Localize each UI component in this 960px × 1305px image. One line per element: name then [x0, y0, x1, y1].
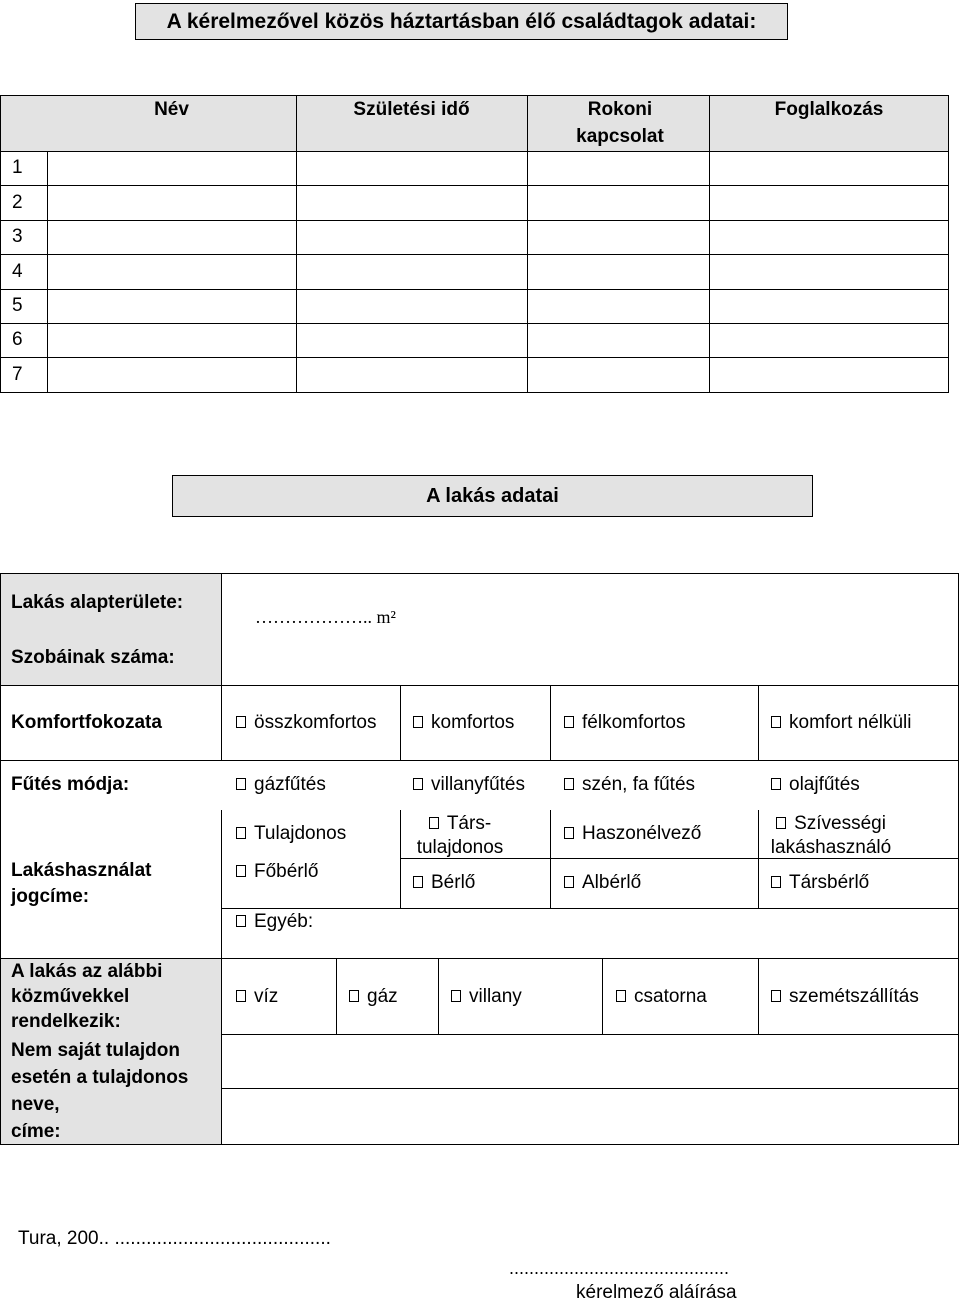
family-section-title: A kérelmezővel közös háztartásban élő családtagok adatai:	[135, 3, 788, 40]
checkbox-icon[interactable]	[616, 990, 626, 1002]
row-number: 5	[12, 295, 23, 316]
checkbox-icon[interactable]	[771, 990, 781, 1002]
tenure-option-co-tenant[interactable]: Társbérlő	[771, 868, 869, 898]
heating-option-coal-wood[interactable]: szén, fa fűtés	[564, 770, 695, 800]
checkbox-icon[interactable]	[771, 716, 781, 728]
column-header-birth-date: Születési idő	[353, 99, 470, 120]
checkbox-icon[interactable]	[564, 716, 574, 728]
heating-option-gas[interactable]: gázfűtés	[236, 770, 326, 800]
utilities-label: A lakás az alábbi közművekkel rendelkezik:	[11, 961, 163, 1032]
checkbox-icon[interactable]	[564, 876, 574, 888]
checkbox-icon[interactable]	[413, 716, 423, 728]
tenure-option-usufructuary[interactable]: Haszonélvező	[564, 820, 701, 848]
row-number: 3	[12, 226, 23, 247]
comfort-option-half[interactable]: félkomfortos	[564, 685, 685, 760]
tenure-option-tenant[interactable]: Bérlő	[413, 868, 475, 898]
signature-line: ............................................	[509, 1258, 730, 1278]
owner-info-label: Nem saját tulajdon esetén a tulajdonos neve, címe:	[11, 1040, 189, 1142]
checkbox-icon[interactable]	[564, 827, 574, 839]
tenure-option-courtesy-user[interactable]: Szívességi lakáshasználó	[770, 813, 892, 858]
heating-option-electric[interactable]: villanyfűtés	[413, 770, 525, 800]
checkbox-icon[interactable]	[451, 990, 461, 1002]
heating-label: Fűtés módja:	[11, 774, 130, 795]
comfort-option-none[interactable]: komfort nélküli	[771, 685, 912, 760]
row-number: 2	[12, 191, 23, 213]
utility-option-gas[interactable]: gáz	[349, 982, 398, 1012]
checkbox-icon[interactable]	[413, 778, 423, 790]
checkbox-icon[interactable]	[349, 990, 359, 1002]
owner-address-field[interactable]	[222, 1089, 958, 1144]
area-value-field[interactable]: ……………….. m²	[255, 606, 396, 627]
place-date-field[interactable]: Tura, 200.. .........................................	[18, 1228, 331, 1249]
checkbox-icon[interactable]	[236, 716, 246, 728]
checkbox-icon[interactable]	[236, 915, 246, 927]
column-header-relationship: Rokoni kapcsolat	[576, 99, 664, 147]
row-number: 7	[12, 364, 23, 385]
apartment-section-title: A lakás adatai	[172, 475, 813, 517]
tenure-option-subtenant[interactable]: Albérlő	[564, 868, 641, 898]
heating-option-oil[interactable]: olajfűtés	[771, 770, 860, 800]
utility-option-water[interactable]: víz	[236, 982, 278, 1012]
column-header-name: Név	[154, 99, 189, 120]
utility-option-sewer[interactable]: csatorna	[616, 982, 707, 1012]
column-header-occupation: Foglalkozás	[774, 99, 884, 120]
checkbox-icon[interactable]	[776, 817, 786, 829]
area-label: Lakás alapterülete:	[11, 592, 184, 613]
row-number: 1	[12, 157, 23, 178]
tenure-option-main-tenant[interactable]: Főbérlő	[236, 858, 318, 886]
utility-option-waste[interactable]: szemétszállítás	[771, 982, 919, 1012]
checkbox-icon[interactable]	[413, 876, 423, 888]
checkbox-icon[interactable]	[771, 876, 781, 888]
row-number: 4	[12, 260, 23, 282]
tenure-option-other[interactable]: Egyéb:	[236, 908, 313, 936]
checkbox-icon[interactable]	[771, 778, 781, 790]
checkbox-icon[interactable]	[236, 778, 246, 790]
owner-name-field[interactable]	[222, 1035, 958, 1088]
tenure-option-owner[interactable]: Tulajdonos	[236, 820, 346, 848]
tenure-option-co-owner[interactable]: Társ- tulajdonos	[416, 813, 504, 858]
checkbox-icon[interactable]	[429, 817, 439, 829]
checkbox-icon[interactable]	[236, 865, 246, 877]
signature-label: kérelmező aláírása	[576, 1282, 737, 1303]
family-members-table	[0, 95, 949, 393]
checkbox-icon[interactable]	[236, 990, 246, 1002]
comfort-label: Komfortfokozata	[11, 711, 162, 733]
comfort-option-full[interactable]: összkomfortos	[236, 685, 376, 760]
row-number: 6	[12, 329, 23, 350]
checkbox-icon[interactable]	[564, 778, 574, 790]
rooms-label: Szobáinak száma:	[11, 647, 175, 668]
tenure-label: Lakáshasználat jogcíme:	[11, 860, 152, 907]
comfort-option-comfort[interactable]: komfortos	[413, 685, 514, 760]
utility-option-electricity[interactable]: villany	[451, 982, 522, 1012]
checkbox-icon[interactable]	[236, 827, 246, 839]
